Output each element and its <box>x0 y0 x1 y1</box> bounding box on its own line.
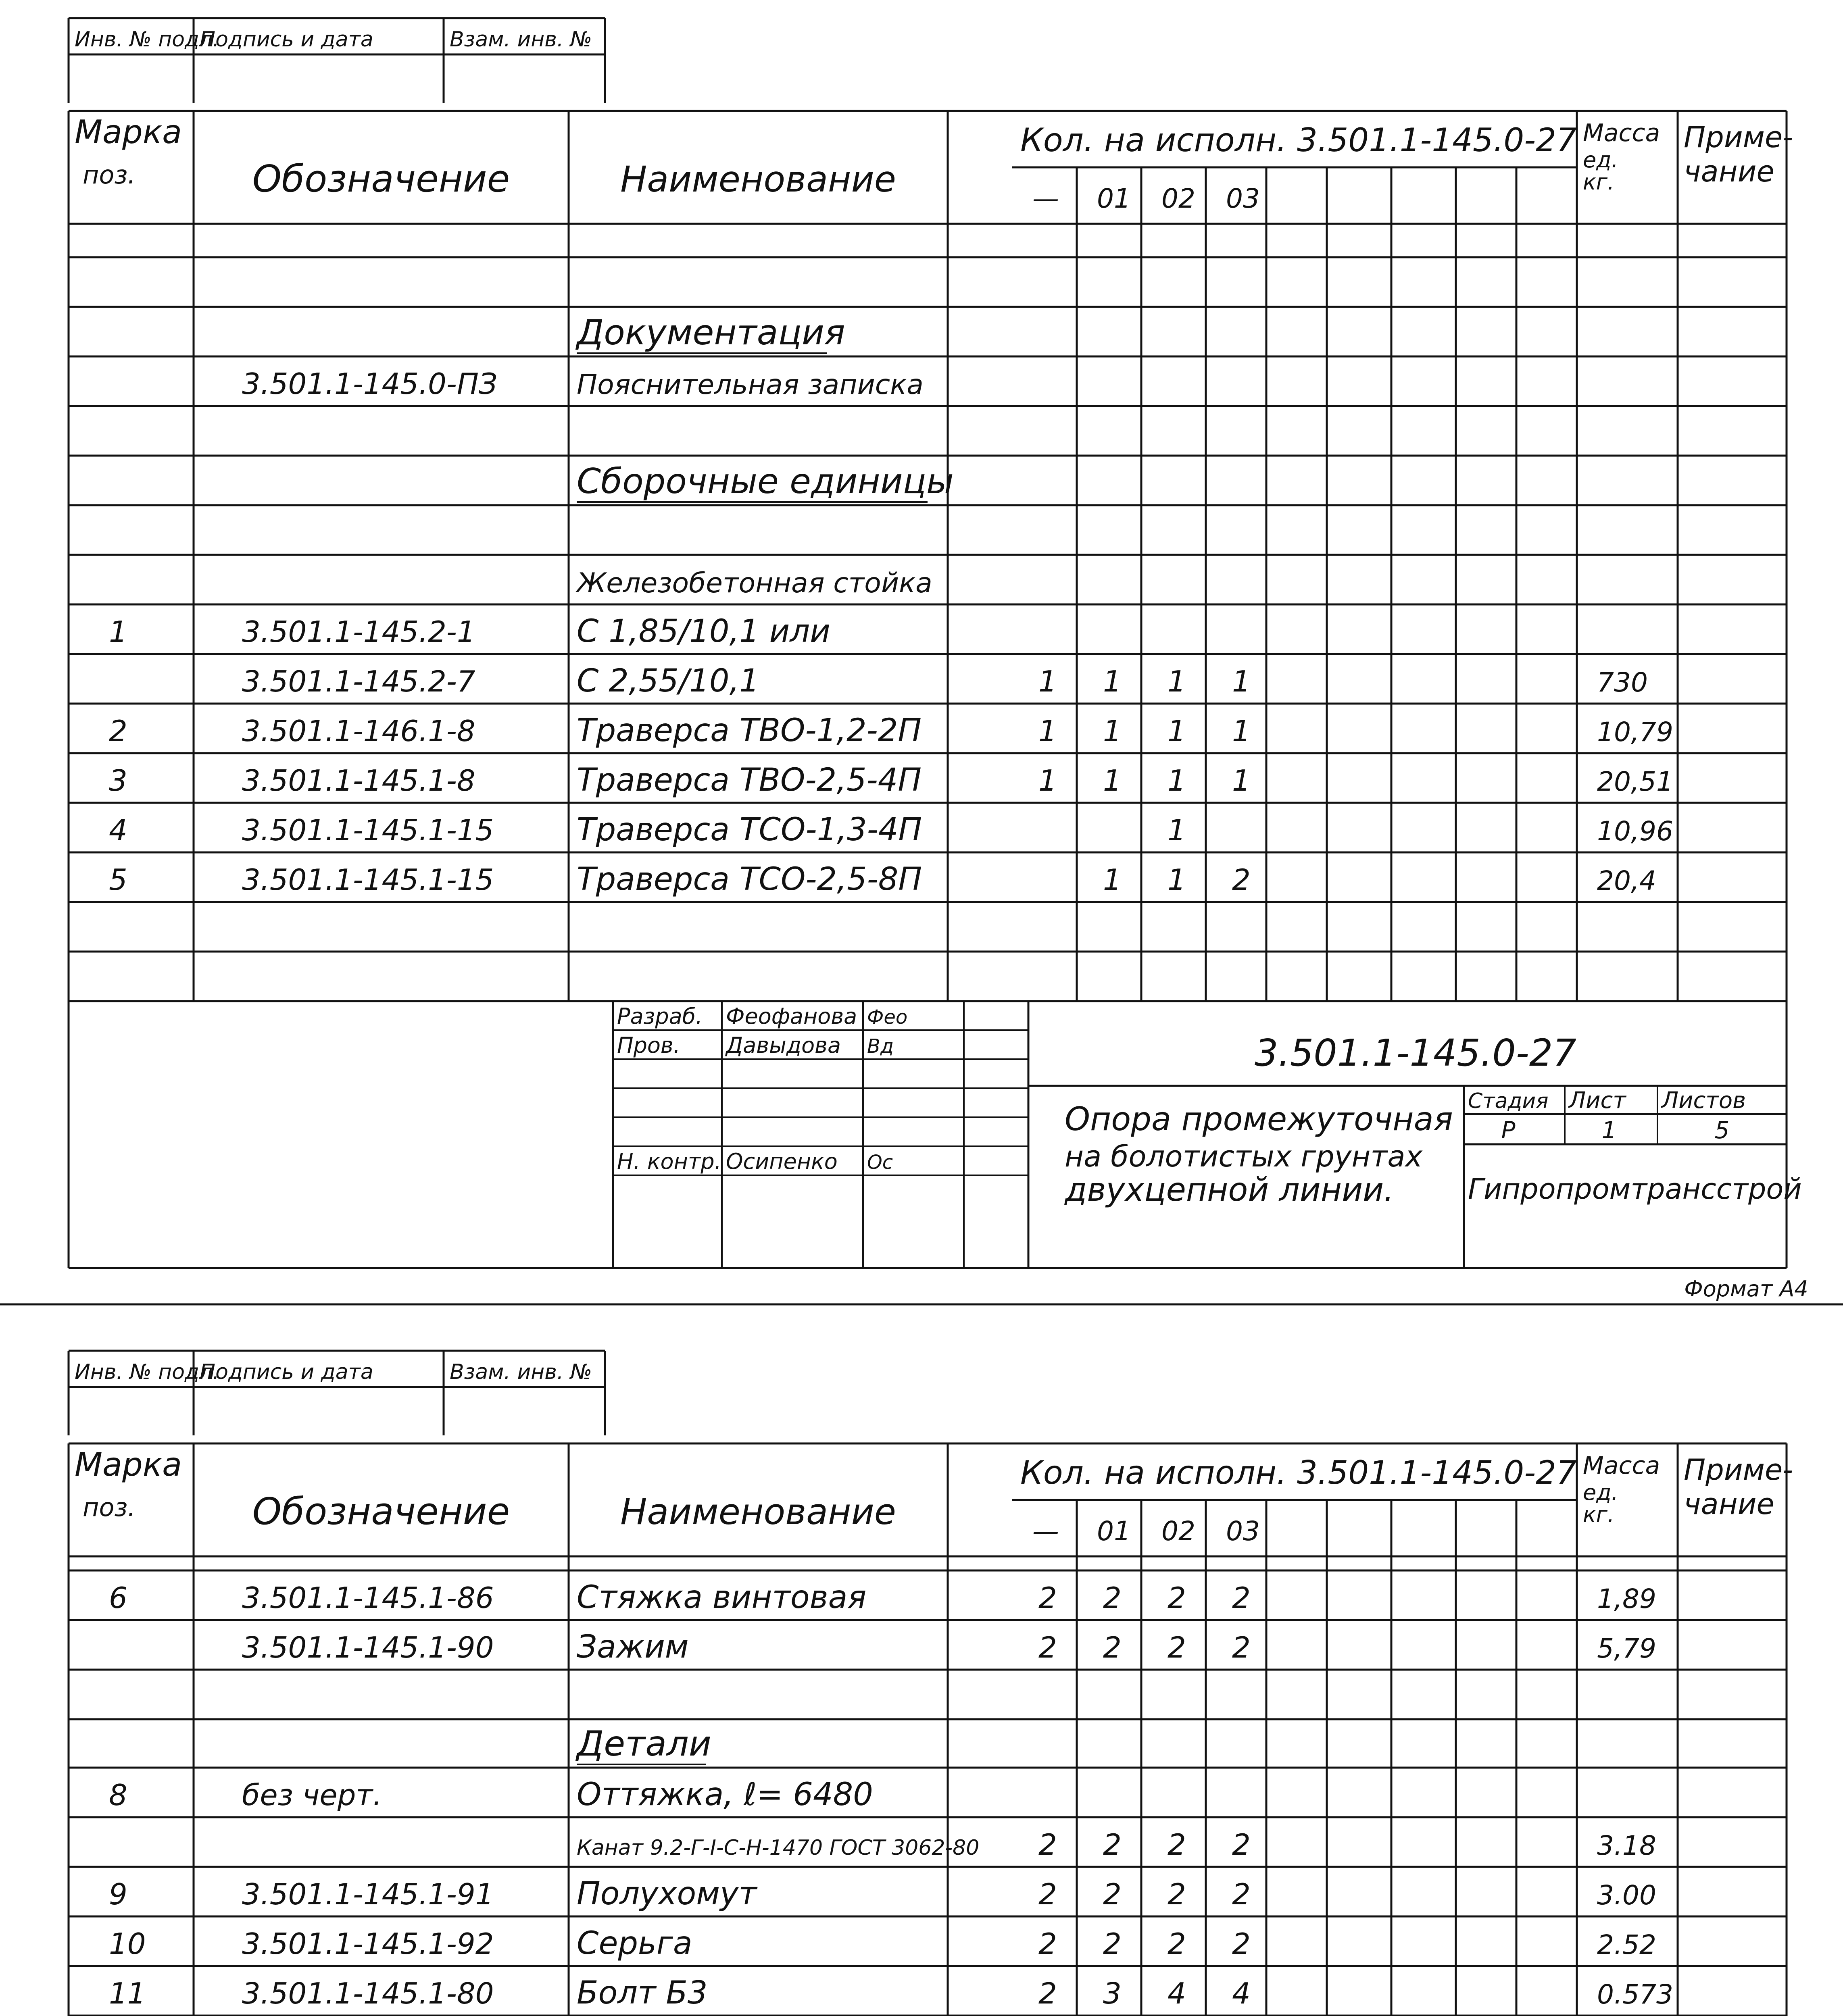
name-cell: Полухомут <box>577 1876 757 1912</box>
name-header: Наименование <box>620 1491 896 1533</box>
designation-cell: 3.501.1-145.1-8 <box>242 764 475 798</box>
variant-header-0: — <box>1032 1516 1059 1547</box>
stamp-person: Осипенко <box>726 1149 838 1174</box>
name-cell: Стяжка винтовая <box>577 1579 867 1616</box>
mark-header: Марка <box>75 113 182 151</box>
mass-cell: 5,79 <box>1597 1633 1656 1664</box>
quantity-cell-0: 2 <box>1038 1581 1057 1615</box>
quantity-cell-3: 2 <box>1232 1927 1251 1961</box>
variant-header-3: 03 <box>1226 183 1260 214</box>
quantity-cell-0: 1 <box>1038 664 1057 698</box>
quantity-cell-3: 4 <box>1232 1976 1251 2010</box>
quantity-cell-1: 1 <box>1103 863 1122 897</box>
name-cell: Оттяжка, ℓ= 6480 <box>577 1776 873 1813</box>
stamp-role: Пров. <box>617 1033 680 1058</box>
quantity-cell-0: 2 <box>1038 1631 1057 1664</box>
quantity-cell-3: 1 <box>1232 764 1251 798</box>
quantity-header: Кол. на исполн. 3.501.1-145.0-27 <box>1020 1454 1577 1491</box>
designation-cell: 3.501.1-145.1-80 <box>242 1976 494 2010</box>
quantity-cell-3: 2 <box>1232 1828 1251 1862</box>
position-cell: 9 <box>109 1877 127 1911</box>
variant-header-0: — <box>1032 183 1059 214</box>
quantity-cell-1: 2 <box>1103 1631 1122 1664</box>
name-header: Наименование <box>620 158 896 200</box>
inventory-number-label: Инв. № подл. <box>75 27 219 52</box>
quantity-cell-3: 2 <box>1232 863 1251 897</box>
name-cell: Траверса ТВО-2,5-4П <box>577 762 922 798</box>
mass-cell: 3.18 <box>1597 1830 1656 1861</box>
mass-cell: 730 <box>1597 667 1648 698</box>
quantity-cell-2: 1 <box>1168 863 1186 897</box>
name-cell: Документация <box>577 312 845 353</box>
designation-cell: 3.501.1-145.2-7 <box>242 664 475 698</box>
stamp-role: Н. контр. <box>617 1149 721 1174</box>
quantity-cell-1: 1 <box>1103 664 1122 698</box>
quantity-cell-2: 4 <box>1168 1976 1186 2010</box>
mass-cell: 20,4 <box>1597 865 1656 896</box>
variant-header-1: 01 <box>1097 1516 1131 1547</box>
quantity-cell-0: 2 <box>1038 1877 1057 1911</box>
variant-header-2: 02 <box>1161 183 1195 214</box>
quantity-cell-0: 2 <box>1038 1976 1057 2010</box>
note-header-2: чание <box>1684 154 1774 188</box>
variant-header-3: 03 <box>1226 1516 1260 1547</box>
quantity-cell-2: 2 <box>1168 1581 1186 1615</box>
position-header: поз. <box>83 160 136 190</box>
mass-cell: 2.52 <box>1597 1929 1656 1960</box>
stage-label: Стадия <box>1468 1089 1549 1113</box>
name-cell: Траверса ТВО-1,2-2П <box>577 712 922 749</box>
position-cell: 1 <box>109 615 127 649</box>
designation-cell: 3.501.1-145.1-91 <box>242 1877 494 1911</box>
mass-header: Масса <box>1583 119 1660 147</box>
designation-cell: 3.501.1-145.2-1 <box>242 615 475 649</box>
designation-cell: 3.501.1-145.1-15 <box>242 813 494 847</box>
stamp-person: Давыдова <box>726 1033 841 1058</box>
name-cell: Серьга <box>577 1925 692 1962</box>
inventory-replacement-label: Взам. инв. № <box>450 27 592 52</box>
name-cell: С 2,55/10,1 <box>577 663 759 699</box>
mass-unit-header: ед. <box>1583 1480 1618 1505</box>
position-cell: 2 <box>109 714 127 748</box>
quantity-cell-1: 3 <box>1103 1976 1122 2010</box>
designation-cell: 3.501.1-145.1-90 <box>242 1631 494 1664</box>
sheets-label: Листов <box>1662 1087 1746 1114</box>
quantity-cell-0: 2 <box>1038 1828 1057 1862</box>
note-header-2: чание <box>1684 1487 1774 1521</box>
quantity-cell-1: 1 <box>1103 764 1122 798</box>
stamp-role: Разраб. <box>617 1004 703 1029</box>
quantity-cell-2: 2 <box>1168 1927 1186 1961</box>
note-header: Приме- <box>1684 120 1793 154</box>
organization-name: Гипропромтрансстрой <box>1468 1173 1802 1206</box>
sheet-label: Лист <box>1569 1087 1626 1114</box>
mass-header: Масса <box>1583 1452 1660 1480</box>
designation-cell: без черт. <box>242 1778 382 1812</box>
position-cell: 3 <box>109 764 127 798</box>
name-cell: Зажим <box>577 1629 689 1665</box>
quantity-cell-1: 2 <box>1103 1927 1122 1961</box>
name-cell: Железобетонная стойка <box>577 567 932 599</box>
name-cell: Детали <box>577 1724 711 1764</box>
position-cell: 4 <box>109 813 127 847</box>
stamp-signature: Вд <box>867 1035 894 1058</box>
mass-cell: 1,89 <box>1597 1583 1656 1614</box>
designation-cell: 3.501.1-145.1-86 <box>242 1581 494 1615</box>
quantity-cell-3: 2 <box>1232 1877 1251 1911</box>
name-cell: С 1,85/10,1 или <box>577 613 830 650</box>
quantity-cell-1: 2 <box>1103 1581 1122 1615</box>
quantity-header: Кол. на исполн. 3.501.1-145.0-27 <box>1020 121 1577 159</box>
quantity-cell-3: 1 <box>1232 664 1251 698</box>
designation-cell: 3.501.1-145.1-15 <box>242 863 494 897</box>
quantity-cell-2: 2 <box>1168 1631 1186 1664</box>
mass-unit-header-2: кг. <box>1583 1502 1615 1527</box>
quantity-cell-0: 2 <box>1038 1927 1057 1961</box>
sheets-value: 5 <box>1714 1116 1730 1144</box>
title-line-2: на болотистых грунтах <box>1065 1139 1423 1173</box>
stage-value: Р <box>1501 1116 1516 1144</box>
title-line-1: Опора промежуточная <box>1065 1100 1453 1138</box>
position-cell: 10 <box>109 1927 146 1961</box>
designation-cell: 3.501.1-145.1-92 <box>242 1927 494 1961</box>
quantity-cell-0: 1 <box>1038 764 1057 798</box>
quantity-cell-1: 2 <box>1103 1828 1122 1862</box>
name-cell: Канат 9.2-Г-I-С-Н-1470 ГОСТ 3062-80 <box>577 1836 980 1860</box>
inventory-signature-label: Подпись и дата <box>200 27 373 52</box>
name-cell: Сборочные единицы <box>577 461 954 502</box>
title-line-3: двухцепной линии. <box>1065 1171 1394 1208</box>
mass-unit-header-2: кг. <box>1583 169 1615 195</box>
name-cell: Болт Б3 <box>577 1975 708 2011</box>
quantity-cell-2: 1 <box>1168 764 1186 798</box>
variant-header-2: 02 <box>1161 1516 1195 1547</box>
stamp-signature: Ос <box>867 1151 893 1174</box>
mark-header: Марка <box>75 1446 182 1483</box>
quantity-cell-2: 1 <box>1168 714 1186 748</box>
quantity-cell-2: 1 <box>1168 664 1186 698</box>
stamp-person: Феофанова <box>726 1004 857 1029</box>
document-code: 3.501.1-145.0-27 <box>1255 1031 1576 1075</box>
position-cell: 6 <box>109 1581 127 1615</box>
mass-cell: 20,51 <box>1597 766 1673 797</box>
inventory-signature-label: Подпись и дата <box>200 1360 373 1384</box>
position-header: поз. <box>83 1493 136 1522</box>
quantity-cell-2: 2 <box>1168 1828 1186 1862</box>
mass-cell: 0.573 <box>1597 1979 1673 2010</box>
designation-cell: 3.501.1-145.0-ПЗ <box>242 367 498 401</box>
position-cell: 11 <box>109 1976 146 2010</box>
mass-cell: 3.00 <box>1597 1880 1656 1911</box>
quantity-cell-1: 1 <box>1103 714 1122 748</box>
note-header: Приме- <box>1684 1453 1793 1487</box>
name-cell: Пояснительная записка <box>577 369 924 401</box>
name-cell: Траверса ТСО-2,5-8П <box>577 861 922 898</box>
designation-header: Обозначение <box>252 1490 510 1533</box>
quantity-cell-2: 2 <box>1168 1877 1186 1911</box>
variant-header-1: 01 <box>1097 183 1131 214</box>
mass-unit-header: ед. <box>1583 147 1618 173</box>
designation-cell: 3.501.1-146.1-8 <box>242 714 475 748</box>
inventory-number-label: Инв. № подл. <box>75 1360 219 1384</box>
mass-cell: 10,96 <box>1597 816 1673 847</box>
quantity-cell-3: 1 <box>1232 714 1251 748</box>
quantity-cell-0: 1 <box>1038 714 1057 748</box>
quantity-cell-1: 2 <box>1103 1877 1122 1911</box>
quantity-cell-2: 1 <box>1168 813 1186 847</box>
inventory-replacement-label: Взам. инв. № <box>450 1360 592 1384</box>
sheet-value: 1 <box>1601 1116 1617 1144</box>
mass-cell: 10,79 <box>1597 716 1673 748</box>
stamp-signature: Фео <box>867 1006 908 1029</box>
position-cell: 5 <box>109 863 127 897</box>
format-label-1: Формат А4 <box>1684 1276 1808 1302</box>
name-cell: Траверса ТСО-1,3-4П <box>577 812 922 848</box>
quantity-cell-3: 2 <box>1232 1631 1251 1664</box>
designation-header: Обозначение <box>252 157 510 200</box>
position-cell: 8 <box>109 1778 127 1812</box>
quantity-cell-3: 2 <box>1232 1581 1251 1615</box>
